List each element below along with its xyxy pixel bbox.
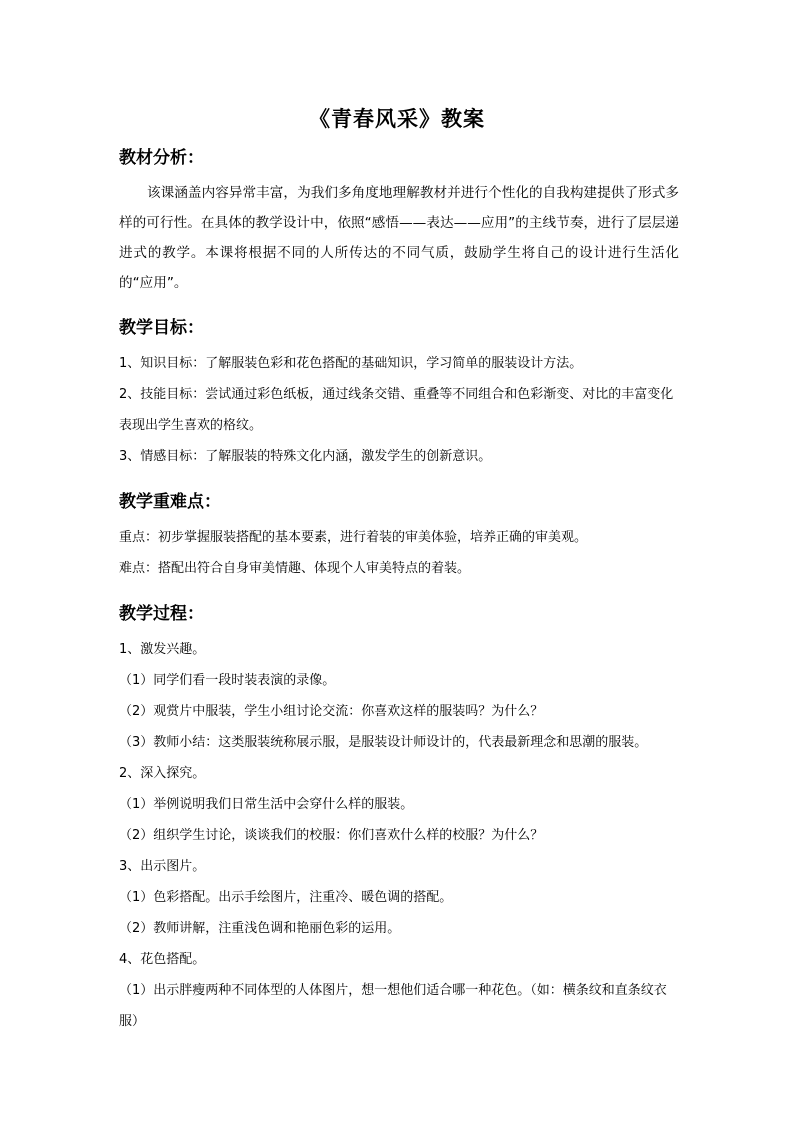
key-point-focus: 重点：初步掌握服装搭配的基本要素，进行着装的审美体验，培养正确的审美观。 xyxy=(119,530,588,545)
process-step-3-sub-2: （2）教师讲解，注重浅色调和艳丽色彩的运用。 xyxy=(119,921,401,936)
goals-heading: 教学目标： xyxy=(119,318,204,338)
section-spacer xyxy=(119,472,679,488)
document-body xyxy=(119,144,679,1037)
key-point-difficulty: 难点：搭配出符合自身审美情趣、体现个人审美特点的着装。 xyxy=(119,561,471,576)
process-step-4-sub-1: （1）出示胖瘦两种不同体型的人体图片，想一想他们适合哪一种花色。（如：横条纹和直条纹衣服） xyxy=(119,983,667,1029)
process-step-3: 3、出示图片。 xyxy=(119,859,206,874)
section-spacer xyxy=(119,584,679,600)
process-step-2-sub-1: （1）举例说明我们日常生活中会穿什么样的服装。 xyxy=(119,797,414,812)
process-step-2-sub-2: （2）组织学生讨论，谈谈我们的校服：你们喜欢什么样的校服？为什么？ xyxy=(119,828,544,843)
process-step-1-sub-1: （1）同学们看一段时装表演的录像。 xyxy=(119,673,336,688)
goal-item-emotion: 3、情感目标：了解服装的特殊文化内涵，激发学生的创新意识。 xyxy=(119,449,492,464)
process-step-1-sub-3: （3）教师小结：这类服装统称展示服，是服装设计师设计的，代表最新理念和思潮的服装。 xyxy=(119,735,648,750)
process-heading: 教学过程： xyxy=(119,604,204,624)
analysis-heading: 教材分析： xyxy=(119,148,204,168)
document-title: 《青春风采》教案 xyxy=(309,106,485,131)
process-step-4: 4、花色搭配。 xyxy=(119,952,206,967)
process-step-1-sub-2: （2）观赏片中服装，学生小组讨论交流：你喜欢这样的服装吗？为什么？ xyxy=(119,704,544,719)
section-spacer xyxy=(119,298,679,314)
process-step-1: 1、激发兴趣。 xyxy=(119,642,206,657)
key-points-heading: 教学重难点： xyxy=(119,492,221,512)
process-step-3-sub-1: （1）色彩搭配。出示手绘图片，注重冷、暖色调的搭配。 xyxy=(119,890,453,905)
process-step-2: 2、深入探究。 xyxy=(119,766,206,781)
goal-item-knowledge: 1、知识目标：了解服装色彩和花色搭配的基础知识，学习简单的服装设计方法。 xyxy=(119,356,583,371)
analysis-paragraph: 该课涵盖内容异常丰富，为我们多角度地理解教材并进行个性化的自我构建提供了形式多样的可行性。在具体的教学设计中，依照“感悟——表达——应用”的主线节奏，进行了层层递进式的教学。本课将根据不同的人所传达的不同气质，鼓励学生将自己的设计进行生活化的“应用”。 xyxy=(119,185,679,291)
goal-item-skill: 2、技能目标：尝试通过彩色纸板，通过线条交错、重叠等不同组合和色彩渐变、对比的丰富变化表现出学生喜欢的格纹。 xyxy=(119,387,674,433)
